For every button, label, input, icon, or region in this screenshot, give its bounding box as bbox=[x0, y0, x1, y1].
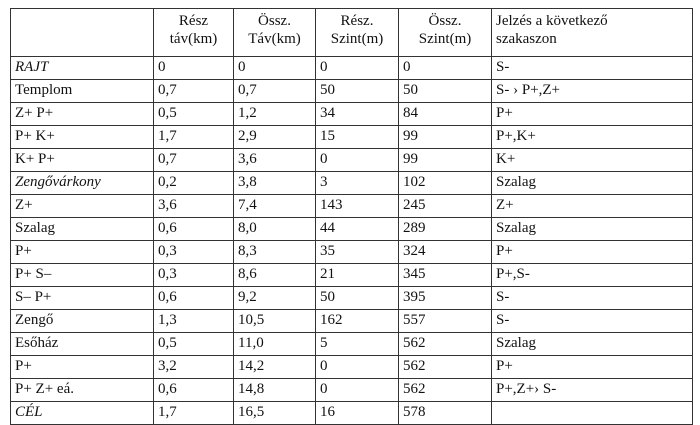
total-distance-cell: 3,8 bbox=[234, 172, 316, 195]
total-elevation-cell: 99 bbox=[399, 149, 492, 172]
total-elevation-cell: 99 bbox=[399, 126, 492, 149]
total-elevation-cell: 557 bbox=[399, 310, 492, 333]
checkpoint-cell: P+ bbox=[11, 241, 154, 264]
part-distance-cell: 0 bbox=[154, 57, 234, 80]
total-elevation-cell: 578 bbox=[399, 402, 492, 425]
total-elevation-cell: 562 bbox=[399, 356, 492, 379]
checkpoint-cell: Z+ bbox=[11, 195, 154, 218]
marking-cell: P+,K+ bbox=[492, 126, 693, 149]
checkpoint-cell: P+ K+ bbox=[11, 126, 154, 149]
total-distance-cell: 1,2 bbox=[234, 103, 316, 126]
total-distance-cell: 11,0 bbox=[234, 333, 316, 356]
header-line: táv(km) bbox=[169, 31, 218, 47]
checkpoint-cell: P+ S– bbox=[11, 264, 154, 287]
part-distance-cell: 1,7 bbox=[154, 126, 234, 149]
checkpoint-cell: Zengővárkony bbox=[11, 172, 154, 195]
total-distance-cell: 8,3 bbox=[234, 241, 316, 264]
part-distance-cell: 0,3 bbox=[154, 241, 234, 264]
part-elevation-cell: 15 bbox=[316, 126, 399, 149]
part-elevation-cell: 35 bbox=[316, 241, 399, 264]
part-distance-cell: 0,7 bbox=[154, 149, 234, 172]
part-elevation-cell: 16 bbox=[316, 402, 399, 425]
checkpoint-cell: Templom bbox=[11, 80, 154, 103]
total-distance-cell: 9,2 bbox=[234, 287, 316, 310]
part-elevation-cell: 0 bbox=[316, 356, 399, 379]
table-body bbox=[11, 57, 693, 425]
part-elevation-cell: 34 bbox=[316, 103, 399, 126]
marking-cell: P+,Z+› S- bbox=[492, 379, 693, 402]
total-distance-cell: 14,2 bbox=[234, 356, 316, 379]
header-line: szakaszon bbox=[496, 31, 557, 47]
total-elevation-cell: 395 bbox=[399, 287, 492, 310]
marking-cell: S- › P+,Z+ bbox=[492, 80, 693, 103]
marking-cell: K+ bbox=[492, 149, 693, 172]
part-elevation-cell: 50 bbox=[316, 80, 399, 103]
table-row bbox=[11, 287, 693, 310]
total-elevation-cell: 0 bbox=[399, 57, 492, 80]
table-row bbox=[11, 402, 693, 425]
total-distance-cell: 8,0 bbox=[234, 218, 316, 241]
part-distance-cell: 0,2 bbox=[154, 172, 234, 195]
total-distance-cell: 14,8 bbox=[234, 379, 316, 402]
part-elevation-cell: 0 bbox=[316, 149, 399, 172]
header-line: Táv(km) bbox=[248, 31, 301, 47]
part-distance-cell: 3,6 bbox=[154, 195, 234, 218]
total-distance-cell: 16,5 bbox=[234, 402, 316, 425]
header-part-distance bbox=[154, 9, 234, 57]
part-distance-cell: 1,7 bbox=[154, 402, 234, 425]
header-line: Jelzés a következő bbox=[496, 13, 608, 29]
part-distance-cell: 0,5 bbox=[154, 103, 234, 126]
table-row bbox=[11, 333, 693, 356]
total-elevation-cell: 102 bbox=[399, 172, 492, 195]
checkpoint-cell: Z+ P+ bbox=[11, 103, 154, 126]
marking-cell: P+ bbox=[492, 103, 693, 126]
header-line: Rész bbox=[178, 13, 209, 29]
table-row bbox=[11, 195, 693, 218]
part-distance-cell: 0,6 bbox=[154, 218, 234, 241]
marking-cell: P+ bbox=[492, 241, 693, 264]
total-elevation-cell: 84 bbox=[399, 103, 492, 126]
total-elevation-cell: 50 bbox=[399, 80, 492, 103]
total-elevation-cell: 324 bbox=[399, 241, 492, 264]
header-row bbox=[11, 9, 693, 57]
table-row bbox=[11, 356, 693, 379]
checkpoint-cell: Esőház bbox=[11, 333, 154, 356]
total-distance-cell: 8,6 bbox=[234, 264, 316, 287]
checkpoint-cell: K+ P+ bbox=[11, 149, 154, 172]
header-line: Össz. bbox=[258, 13, 291, 29]
marking-cell: Szalag bbox=[492, 218, 693, 241]
table-row bbox=[11, 241, 693, 264]
table-header bbox=[11, 9, 693, 57]
marking-cell: S- bbox=[492, 57, 693, 80]
part-elevation-cell: 0 bbox=[316, 379, 399, 402]
marking-cell: S- bbox=[492, 310, 693, 333]
total-elevation-cell: 289 bbox=[399, 218, 492, 241]
marking-cell bbox=[492, 402, 693, 425]
part-distance-cell: 0,5 bbox=[154, 333, 234, 356]
total-distance-cell: 10,5 bbox=[234, 310, 316, 333]
table-row bbox=[11, 126, 693, 149]
header-total-elevation bbox=[399, 9, 492, 57]
header-line: Össz. bbox=[428, 13, 462, 29]
table-row bbox=[11, 379, 693, 402]
total-elevation-cell: 345 bbox=[399, 264, 492, 287]
marking-cell: P+ bbox=[492, 356, 693, 379]
total-distance-cell: 3,6 bbox=[234, 149, 316, 172]
marking-cell: S- bbox=[492, 287, 693, 310]
table-row bbox=[11, 80, 693, 103]
checkpoint-cell: Szalag bbox=[11, 218, 154, 241]
part-elevation-cell: 21 bbox=[316, 264, 399, 287]
header-part-elevation bbox=[316, 9, 399, 57]
part-elevation-cell: 50 bbox=[316, 287, 399, 310]
header-line: Rész. bbox=[340, 13, 374, 29]
part-distance-cell: 0,3 bbox=[154, 264, 234, 287]
table-row bbox=[11, 57, 693, 80]
checkpoint-cell: CÉL bbox=[11, 402, 154, 425]
table-row bbox=[11, 172, 693, 195]
part-distance-cell: 3,2 bbox=[154, 356, 234, 379]
part-distance-cell: 0,6 bbox=[154, 287, 234, 310]
marking-cell: Z+ bbox=[492, 195, 693, 218]
header-marking bbox=[492, 9, 693, 57]
table-row bbox=[11, 103, 693, 126]
part-distance-cell: 0,6 bbox=[154, 379, 234, 402]
part-distance-cell: 1,3 bbox=[154, 310, 234, 333]
checkpoint-cell: RAJT bbox=[11, 57, 154, 80]
marking-cell: Szalag bbox=[492, 172, 693, 195]
table-row bbox=[11, 218, 693, 241]
marking-cell: Szalag bbox=[492, 333, 693, 356]
total-elevation-cell: 245 bbox=[399, 195, 492, 218]
table-row bbox=[11, 310, 693, 333]
part-elevation-cell: 5 bbox=[316, 333, 399, 356]
marking-cell: P+,S- bbox=[492, 264, 693, 287]
header-line: Szint(m) bbox=[330, 31, 384, 47]
checkpoint-cell: P+ Z+ eá. bbox=[11, 379, 154, 402]
part-elevation-cell: 44 bbox=[316, 218, 399, 241]
route-table bbox=[10, 8, 693, 425]
checkpoint-cell: Zengő bbox=[11, 310, 154, 333]
total-distance-cell: 2,9 bbox=[234, 126, 316, 149]
header-checkpoint bbox=[11, 9, 154, 57]
part-elevation-cell: 3 bbox=[316, 172, 399, 195]
total-distance-cell: 7,4 bbox=[234, 195, 316, 218]
part-elevation-cell: 0 bbox=[316, 57, 399, 80]
part-elevation-cell: 162 bbox=[316, 310, 399, 333]
total-distance-cell: 0 bbox=[234, 57, 316, 80]
checkpoint-cell: P+ bbox=[11, 356, 154, 379]
header-line: Szint(m) bbox=[418, 31, 472, 47]
total-distance-cell: 0,7 bbox=[234, 80, 316, 103]
part-elevation-cell: 143 bbox=[316, 195, 399, 218]
table-row bbox=[11, 149, 693, 172]
header-total-distance bbox=[234, 9, 316, 57]
total-elevation-cell: 562 bbox=[399, 379, 492, 402]
table-row bbox=[11, 264, 693, 287]
part-distance-cell: 0,7 bbox=[154, 80, 234, 103]
checkpoint-cell: S– P+ bbox=[11, 287, 154, 310]
total-elevation-cell: 562 bbox=[399, 333, 492, 356]
